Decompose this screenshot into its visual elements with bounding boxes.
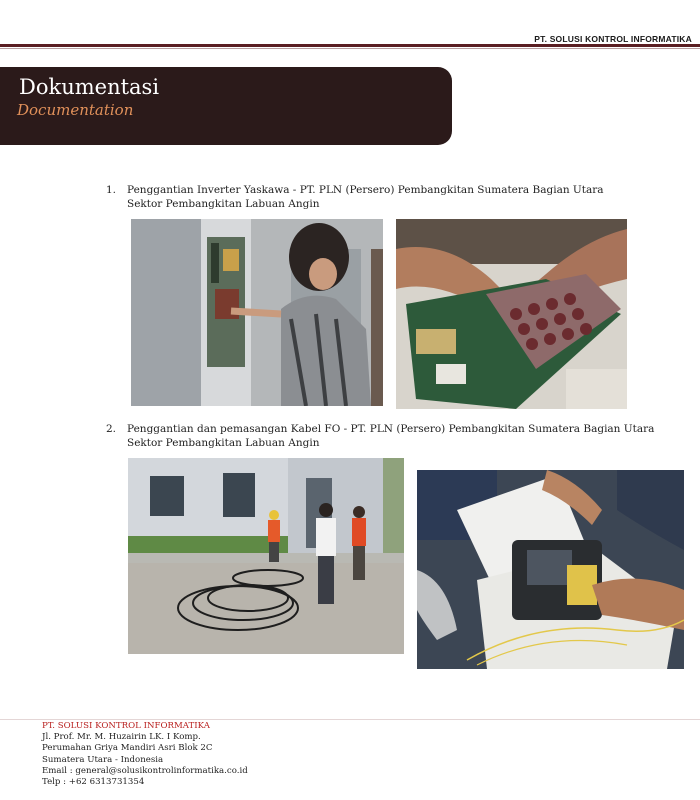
section-banner [0, 67, 452, 145]
footer-email: Email : general@solusikontrolinformatika.co.id [42, 765, 248, 776]
footer-rule [0, 719, 700, 720]
footer-contact [42, 721, 248, 788]
item-caption-line: Sektor Pembangkitan Labuan Angin [127, 198, 320, 210]
footer-address-line: Perumahan Griya Mandiri Asri Blok 2C [42, 743, 213, 754]
footer-address-line: Jl. Prof. Mr. M. Huzairin LK. I Komp. [42, 732, 201, 743]
banner-title: Dokumentasi [19, 75, 160, 99]
header-company-name: PT. SOLUSI KONTROL INFORMATIKA [534, 34, 692, 44]
header-rule-thin [0, 48, 700, 49]
footer-company-name: PT. SOLUSI KONTROL INFORMATIKA [42, 721, 210, 731]
banner-subtitle: Documentation [17, 101, 134, 119]
footer-address-line: Sumatera Utara - Indonesia [42, 754, 164, 765]
photo-fo-splicing [417, 470, 684, 669]
item-caption-line: Sektor Pembangkitan Labuan Angin [127, 437, 320, 449]
footer-phone: Telp : +62 6313731354 [42, 777, 145, 788]
item-number: 1. [106, 184, 117, 196]
header-rule [0, 44, 700, 47]
photo-inverter-cabinet [131, 219, 383, 406]
item-caption-line: Penggantian dan pemasangan Kabel FO - PT. PLN (Persero) Pembangkitan Sumatera Bagian Utara [127, 423, 655, 435]
photo-fo-cable-site [128, 458, 404, 654]
item-number: 2. [106, 423, 117, 435]
item-caption-line: Penggantian Inverter Yaskawa - PT. PLN (Persero) Pembangkitan Sumatera Bagian Utara [127, 184, 604, 196]
photo-inverter-board [396, 219, 627, 409]
